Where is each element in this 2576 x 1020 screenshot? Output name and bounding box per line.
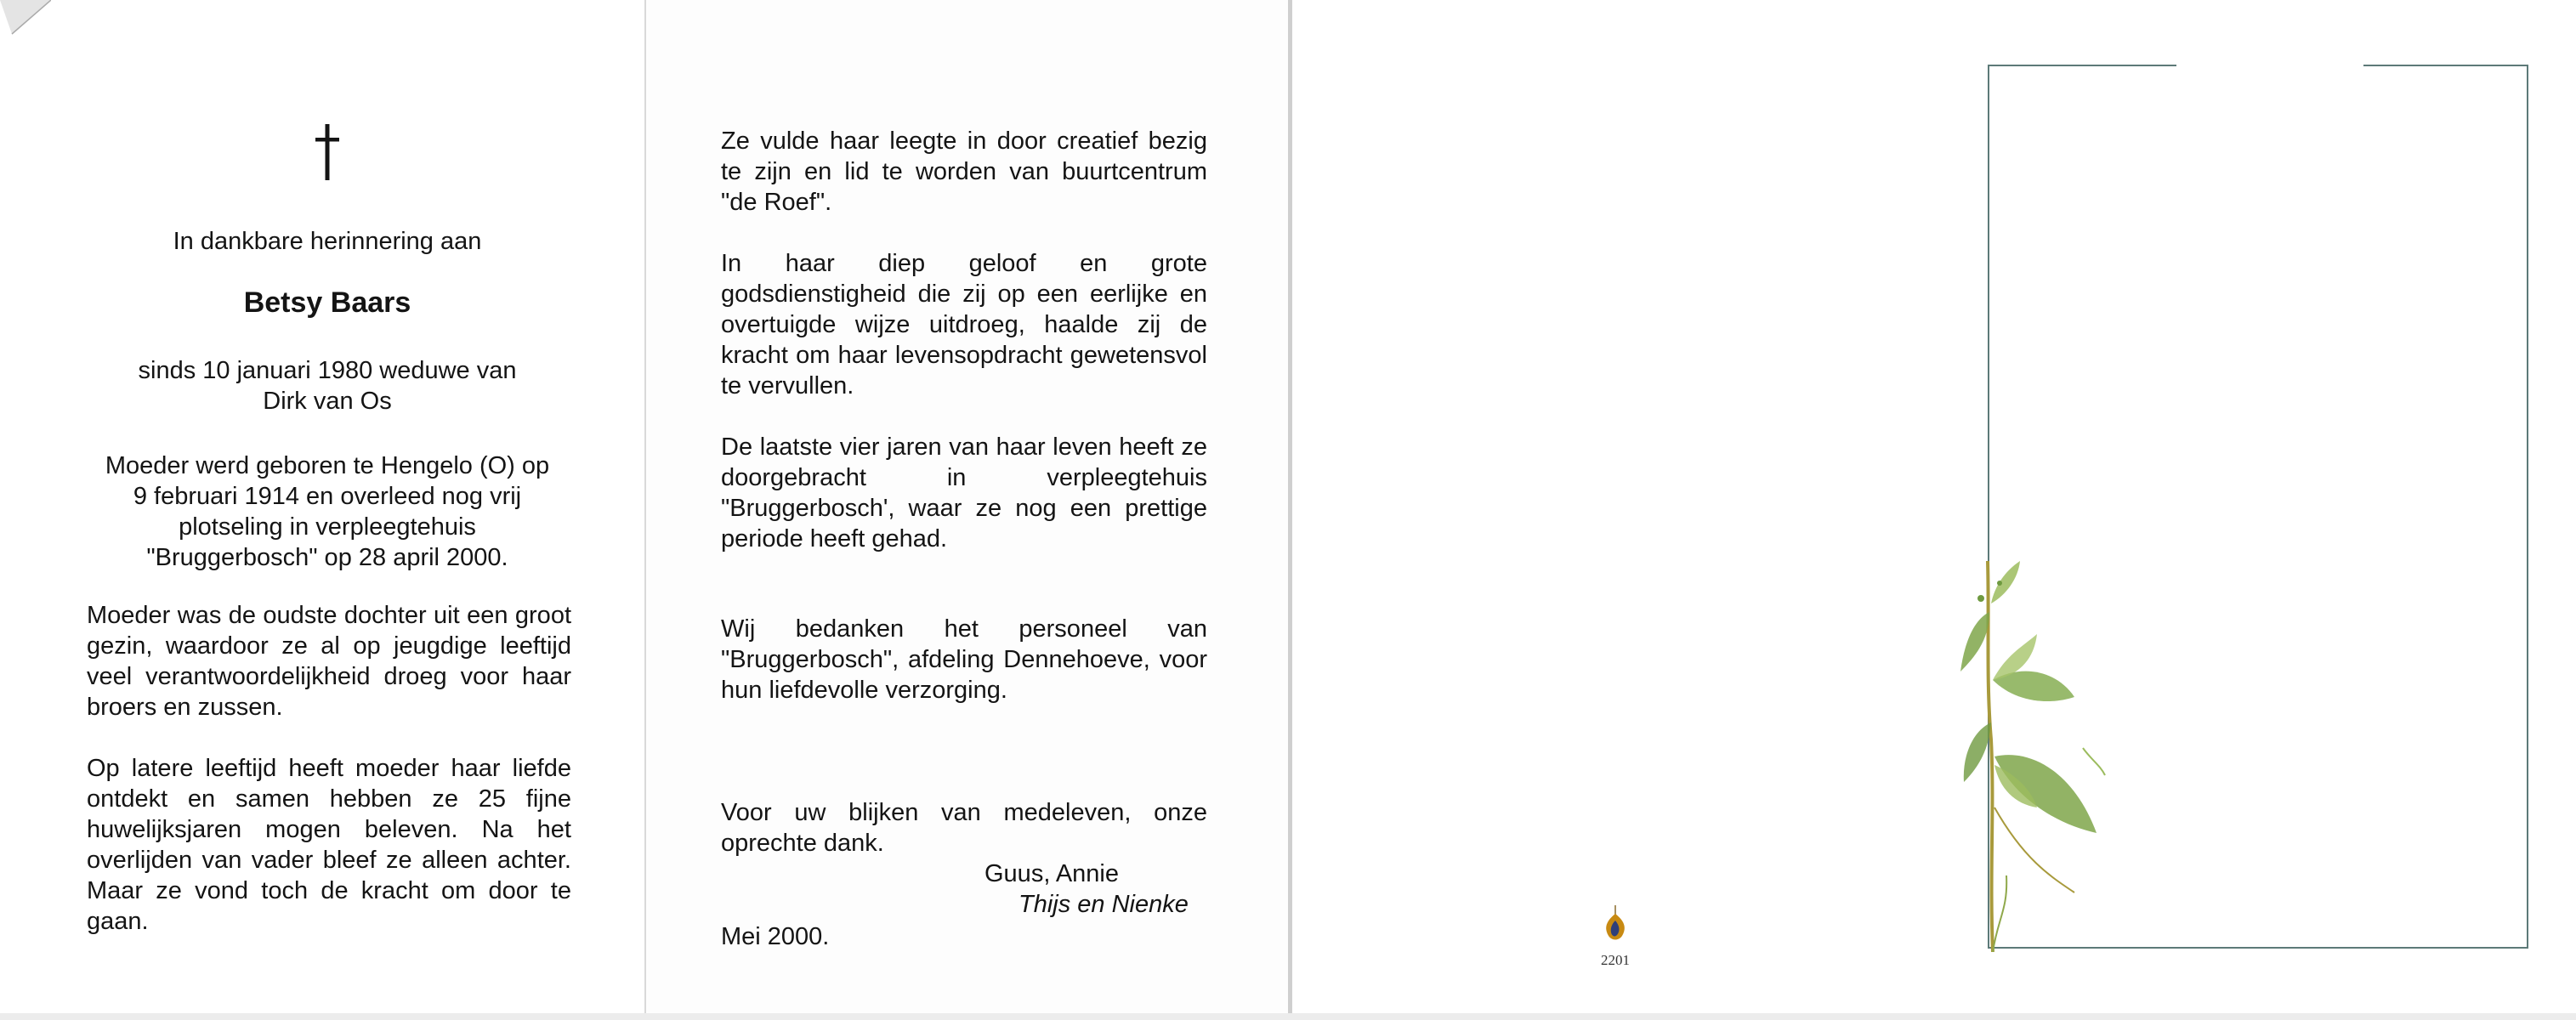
left-paragraph-1: Moeder was de oudste dochter uit een groot gezin, waardoor ze al op jeugdige leeftijd veel verantwoordelijkheid droeg voor haar broers en zussen. <box>87 602 571 721</box>
plant-illustration <box>1955 552 2142 952</box>
print-number: 2201 <box>1601 952 1630 968</box>
signature-line-2: Thijs en Nienke <box>1018 891 1189 918</box>
date-line: Mei 2000. <box>721 923 830 950</box>
widow-line: Dirk van Os <box>263 388 392 415</box>
middle-paragraph-3: De laatste vier jaren van haar leven heeft ze doorgebracht in verpleegtehuis "Bruggerbosch', waar ze nog een prettige periode heeft gehad. <box>721 434 1207 552</box>
signature-line-1: Guus, Annie <box>984 860 1119 887</box>
birth-info <box>68 450 587 573</box>
widow-info <box>68 355 587 416</box>
birth-line: plotseling in verpleegtehuis <box>179 513 476 541</box>
birth-line: "Bruggerbosch" op 28 april 2000. <box>146 544 508 571</box>
birth-line: Moeder werd geboren te Hengelo (O) op <box>105 452 550 479</box>
deceased-name: Betsy Baars <box>243 286 411 319</box>
middle-panel <box>646 0 1288 1013</box>
intro-text: In dankbare herinnering aan <box>173 228 482 255</box>
printer-logo-icon <box>1597 905 1634 946</box>
left-paragraph-2: Op latere leeftijd heeft moeder haar liefde ontdekt en samen hebben ze 25 fijne huwelijksjaren mogen beleven. Na het overlijden van vader bleef ze alleen achter. Maar ze vond toch de kracht om door te gaan. <box>87 755 571 935</box>
cross-icon <box>302 119 353 187</box>
frame-top-gap <box>2176 61 2363 68</box>
middle-paragraph-5: Voor uw blijken van medeleven, onze oprechte dank. <box>721 799 1207 857</box>
left-panel <box>0 0 646 1013</box>
middle-paragraph-4: Wij bedanken het personeel van "Bruggerbosch", afdeling Dennehoeve, voor hun liefdevolle verzorging. <box>721 615 1207 704</box>
middle-paragraph-1: Ze vulde haar leegte in door creatief bezig te zijn en lid te worden van buurtcentrum "de Roef". <box>721 128 1207 216</box>
folded-corner <box>0 0 51 51</box>
widow-line: sinds 10 januari 1980 weduwe van <box>138 357 517 384</box>
middle-paragraph-2: In haar diep geloof en grote godsdienstigheid die zij op een eerlijke en overtuigde wijze uitdroeg, haalde zij de kracht om haar levensopdracht gewetensvol te vervullen. <box>721 250 1207 400</box>
birth-line: 9 februari 1914 en overleed nog vrij <box>133 483 522 510</box>
